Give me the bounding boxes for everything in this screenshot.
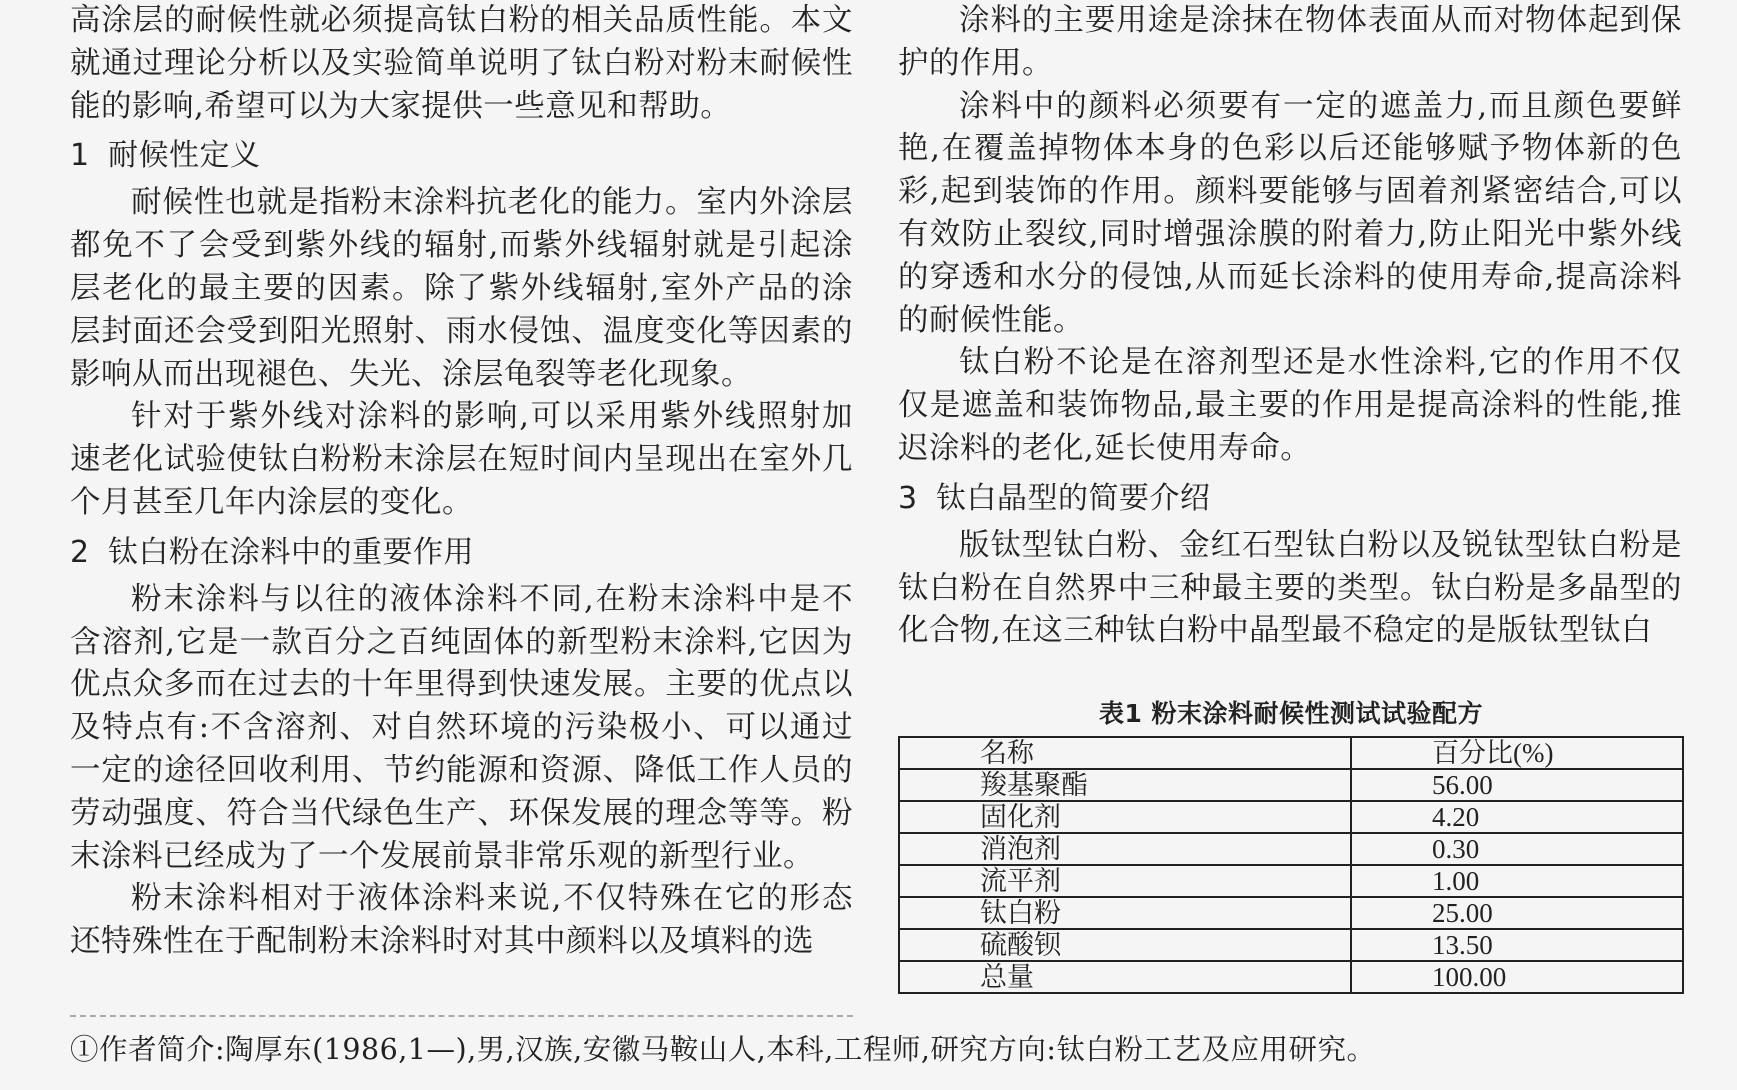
section-heading-1 <box>70 128 853 182</box>
cell-percent: 25.00 <box>1351 897 1683 929</box>
section-heading-2 <box>70 525 853 579</box>
formula-table <box>898 736 1684 994</box>
section-number: 1 <box>70 138 90 174</box>
cell-name: 总量 <box>899 961 1351 993</box>
intro-paragraph: 高涂层的耐候性就必须提高钛白粉的相关品质性能。本文就通过理论分析以及实验简单说明了钛白粉对粉末耐候性能的影响,希望可以为大家提供一些意见和帮助。 <box>70 3 853 124</box>
section-number: 3 <box>898 480 918 516</box>
paragraph: 涂料的主要用途是涂抹在物体表面从而对物体起到保护的作用。 <box>898 3 1682 81</box>
section-number: 2 <box>70 534 90 570</box>
paragraph: 粉末涂料相对于液体涂料来说,不仅特殊在它的形态还特殊性在于配制粉末涂料时对其中颜料以及填料的选 <box>70 881 853 960</box>
table-row <box>899 929 1683 961</box>
cell-name: 流平剂 <box>899 865 1351 897</box>
table-row <box>899 769 1683 801</box>
paragraph: 涂料中的颜料必须要有一定的遮盖力,而且颜色要鲜艳,在覆盖掉物体本身的色彩以后还能够赋予物体新的色彩,起到装饰的作用。颜料要能够与固着剂紧密结合,可以有效防止裂纹,同时增强涂膜的附着力,防止阳光中紫外线的穿透和水分的侵蚀,从而延长涂料的使用寿命,提高涂料的耐候性能。 <box>898 88 1682 338</box>
paragraph: 粉末涂料与以往的液体涂料不同,在粉末涂料中是不含溶剂,它是一款百分之百纯固体的新型粉末涂料,它因为优点众多而在过去的十年里得到快速发展。主要的优点以及特点有:不含溶剂、对自然环境的污染极小、可以通过一定的途径回收利用、节约能源和资源、降低工作人员的劳动强度、符合当代绿色生产、环保发展的理念等等。粉末涂料已经成为了一个发展前景非常乐观的新型行业。 <box>70 581 853 874</box>
table-row <box>899 801 1683 833</box>
cell-name: 固化剂 <box>899 801 1351 833</box>
section-title: 钛白晶型的简要介绍 <box>936 480 1211 516</box>
paragraph: 针对于紫外线对涂料的影响,可以采用紫外线照射加速老化试验使钛白粉粉末涂层在短时间内呈现出在室外几个月甚至几年内涂层的变化。 <box>70 399 853 520</box>
table-caption: 表1 粉末涂料耐候性测试试验配方 <box>1098 699 1484 728</box>
section-heading-3 <box>898 471 1682 525</box>
cell-percent: 13.50 <box>1351 929 1683 961</box>
left-column <box>70 0 853 964</box>
paragraph: 版钛型钛白粉、金红石型钛白粉以及锐钛型钛白粉是钛白粉在自然界中三种最主要的类型。钛白粉是多晶型的化合物,在这三种钛白粉中晶型最不稳定的是版钛型钛白 <box>898 527 1682 649</box>
cell-name: 羧基聚酯 <box>899 769 1351 801</box>
section-title: 耐候性定义 <box>108 138 261 174</box>
table-row <box>899 961 1683 993</box>
cell-name: 钛白粉 <box>899 897 1351 929</box>
column-header-percent: 百分比(%) <box>1351 737 1683 769</box>
section-title: 钛白粉在涂料中的重要作用 <box>108 534 474 570</box>
paragraph: 耐候性也就是指粉末涂料抗老化的能力。室内外涂层都免不了会受到紫外线的辐射,而紫外线辐射就是引起涂层老化的最主要的因素。除了紫外线辐射,室外产品的涂层封面还会受到阳光照射、雨水侵蚀、温度变化等因素的影响从而出现褪色、失光、涂层龟裂等老化现象。 <box>70 185 853 392</box>
cell-percent: 56.00 <box>1351 769 1683 801</box>
cell-percent: 1.00 <box>1351 865 1683 897</box>
cell-name: 消泡剂 <box>899 833 1351 865</box>
cell-name: 硫酸钡 <box>899 929 1351 961</box>
cell-percent: 0.30 <box>1351 833 1683 865</box>
right-column <box>898 0 1682 653</box>
cell-percent: 100.00 <box>1351 961 1683 993</box>
table-row <box>899 833 1683 865</box>
table-row <box>899 865 1683 897</box>
author-footnote: ①作者简介:陶厚东(1986,1—),男,汉族,安徽马鞍山人,本科,工程师,研究方向:钛白粉工艺及应用研究。 <box>70 1033 1376 1066</box>
footnote-divider <box>70 1015 853 1017</box>
cell-percent: 4.20 <box>1351 801 1683 833</box>
column-header-name: 名称 <box>899 737 1351 769</box>
table-row <box>899 897 1683 929</box>
formula-table-block <box>898 694 1684 994</box>
table-header-row <box>899 737 1683 769</box>
paragraph: 钛白粉不论是在溶剂型还是水性涂料,它的作用不仅仅是遮盖和装饰物品,最主要的作用是提高涂料的性能,推迟涂料的老化,延长使用寿命。 <box>898 345 1682 466</box>
